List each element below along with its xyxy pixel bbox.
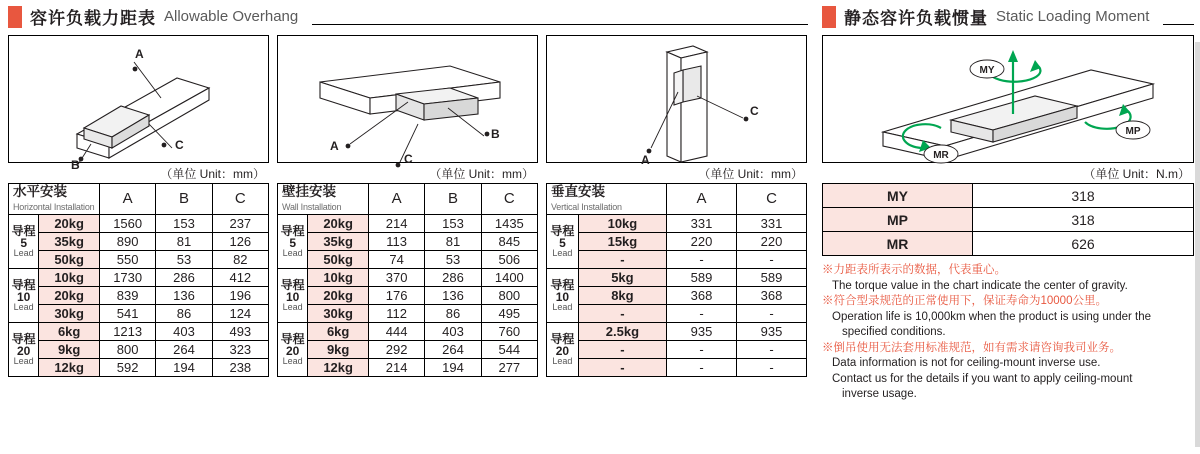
moment-key: MR: [823, 232, 973, 256]
value-cell: 264: [425, 340, 481, 358]
value-cell: 286: [156, 268, 212, 286]
note-2-en-1: Operation life is 10,000km when the product is using under the: [832, 310, 1151, 323]
left-section-header: [8, 4, 808, 29]
accent-bar-icon: [8, 6, 22, 28]
value-cell: 124: [212, 304, 268, 322]
value-cell: 264: [156, 340, 212, 358]
value-cell: 214: [368, 214, 424, 232]
value-cell: 493: [212, 322, 268, 340]
load-cell: 8kg: [578, 286, 666, 304]
value-cell: -: [667, 304, 737, 322]
allowable-overhang-section: [8, 4, 808, 377]
table-row: [9, 340, 269, 358]
wall-diagram-icon: [278, 36, 537, 166]
table-row: [823, 208, 1194, 232]
svg-text:MR: MR: [933, 150, 949, 161]
load-cell: 50kg: [308, 250, 369, 268]
value-cell: 331: [667, 214, 737, 232]
svg-text:A: A: [330, 139, 339, 153]
value-cell: 292: [368, 340, 424, 358]
table-row: [278, 250, 538, 268]
value-cell: 112: [368, 304, 424, 322]
table-row: [823, 232, 1194, 256]
figure-static-moment: [822, 35, 1194, 163]
load-cell: 35kg: [308, 232, 369, 250]
value-cell: -: [737, 304, 807, 322]
value-cell: 589: [737, 268, 807, 286]
unit-label-wall: （单位 Unit：mm）: [429, 167, 534, 181]
note-2-en-2: specified conditions.: [842, 326, 946, 339]
notes-block: [822, 263, 1194, 403]
table-row: [278, 340, 538, 358]
value-cell: 53: [425, 250, 481, 268]
svg-text:A: A: [641, 153, 650, 167]
header-wall-name: 壁挂安装 Wall Installation: [278, 184, 369, 215]
value-cell: 541: [99, 304, 155, 322]
value-cell: 153: [156, 214, 212, 232]
value-cell: 1213: [99, 322, 155, 340]
col-head-a: A: [99, 184, 155, 215]
figure-horizontal: [8, 35, 269, 172]
table-row: [278, 358, 538, 376]
note-1-en-1: The torque value in the chart indicate the center of gravity.: [832, 279, 1128, 292]
value-cell: 214: [368, 358, 424, 376]
table-row: [278, 268, 538, 286]
value-cell: 370: [368, 268, 424, 286]
note-3-en-1: Data information is not for ceiling-mount inverse use.: [832, 357, 1101, 370]
value-cell: 220: [737, 232, 807, 250]
note-2-cn: ※符合型录规范的正常使用下，保证寿命为10000公里。: [822, 295, 1107, 308]
lead-group-20: 导程 20 Lead: [278, 322, 308, 376]
table-row: [9, 358, 269, 376]
table-row: [278, 184, 538, 215]
accent-bar-icon: [822, 6, 836, 28]
value-cell: 550: [99, 250, 155, 268]
load-cell: 6kg: [39, 322, 100, 340]
table-row: [278, 286, 538, 304]
value-cell: 153: [425, 214, 481, 232]
note-3-en-2: Contact us for the details if you want to apply ceiling-mount: [832, 372, 1133, 385]
table-row: [9, 268, 269, 286]
value-cell: 74: [368, 250, 424, 268]
value-cell: 800: [481, 286, 537, 304]
value-cell: -: [737, 250, 807, 268]
header-vertical-name: 垂直安装 Vertical Installation: [547, 184, 667, 215]
col-head-a: A: [667, 184, 737, 215]
value-cell: 86: [156, 304, 212, 322]
col-head-b: B: [156, 184, 212, 215]
table-row: [9, 184, 269, 215]
load-cell: 9kg: [308, 340, 369, 358]
lead-group-10: 导程 10 Lead: [278, 268, 308, 322]
table-row: [547, 232, 807, 250]
value-cell: 592: [99, 358, 155, 376]
column-vertical-installation: [546, 35, 807, 377]
value-cell: 760: [481, 322, 537, 340]
table-row: [547, 340, 807, 358]
value-cell: 403: [425, 322, 481, 340]
column-horizontal-installation: [8, 35, 269, 377]
load-cell: 12kg: [308, 358, 369, 376]
lead-group-5: 导程 5 Lead: [547, 214, 579, 268]
lead-group-10: 导程 10 Lead: [9, 268, 39, 322]
table-row: [9, 322, 269, 340]
static-loading-moment-section: [822, 4, 1194, 403]
unit-label-horizontal: （单位 Unit：mm）: [160, 167, 265, 181]
svg-text:B: B: [71, 158, 80, 172]
moment-value: 318: [973, 208, 1194, 232]
note-3-cn: ※倒吊使用无法套用标准规范，如有需求请咨询我司业务。: [822, 341, 1121, 354]
table-row: [547, 304, 807, 322]
table-row: [547, 286, 807, 304]
table-static-loading-moment: [822, 183, 1194, 256]
value-cell: 403: [156, 322, 212, 340]
value-cell: 845: [481, 232, 537, 250]
table-row: [547, 214, 807, 232]
value-cell: 935: [737, 322, 807, 340]
load-cell: 20kg: [39, 286, 100, 304]
value-cell: 412: [212, 268, 268, 286]
load-cell: 20kg: [39, 214, 100, 232]
figure-wall: [277, 35, 538, 166]
value-cell: 53: [156, 250, 212, 268]
value-cell: 1435: [481, 214, 537, 232]
svg-text:B: B: [491, 127, 500, 141]
moment-value: 318: [973, 184, 1194, 208]
value-cell: 82: [212, 250, 268, 268]
value-cell: 890: [99, 232, 155, 250]
column-wall-installation: [277, 35, 538, 377]
table-row: [9, 214, 269, 232]
value-cell: 126: [212, 232, 268, 250]
load-cell: 10kg: [308, 268, 369, 286]
value-cell: 1560: [99, 214, 155, 232]
value-cell: -: [737, 340, 807, 358]
left-section-title-cn: 容许负载力距表: [30, 9, 156, 28]
value-cell: 194: [425, 358, 481, 376]
value-cell: 331: [737, 214, 807, 232]
table-wall-installation: [277, 183, 538, 377]
moment-diagram-icon: [823, 36, 1193, 162]
value-cell: 194: [156, 358, 212, 376]
table-row: [823, 184, 1194, 208]
lead-group-20: 导程 20 Lead: [547, 322, 579, 376]
moment-key: MY: [823, 184, 973, 208]
value-cell: -: [667, 358, 737, 376]
unit-label-moment: （单位 Unit：N.m）: [1083, 167, 1190, 181]
value-cell: 113: [368, 232, 424, 250]
value-cell: 368: [667, 286, 737, 304]
value-cell: 323: [212, 340, 268, 358]
table-row: [547, 358, 807, 376]
load-cell: 6kg: [308, 322, 369, 340]
value-cell: 1730: [99, 268, 155, 286]
load-cell: -: [578, 304, 666, 322]
lead-group-5: 导程 5 Lead: [9, 214, 39, 268]
table-row: [547, 184, 807, 215]
value-cell: 277: [481, 358, 537, 376]
table-row: [278, 322, 538, 340]
header-divider: [1163, 24, 1194, 25]
right-section-title-en: Static Loading Moment: [996, 8, 1150, 25]
svg-text:C: C: [175, 138, 184, 152]
value-cell: 839: [99, 286, 155, 304]
col-head-b: B: [425, 184, 481, 215]
value-cell: 544: [481, 340, 537, 358]
right-section-header: [822, 4, 1194, 29]
svg-text:MP: MP: [1125, 126, 1141, 137]
value-cell: -: [737, 358, 807, 376]
table-row: [9, 286, 269, 304]
note-1-cn: ※力距表所表示的数据，代表重心。: [822, 264, 1006, 276]
value-cell: 1400: [481, 268, 537, 286]
col-head-c: C: [737, 184, 807, 215]
lead-group-20: 导程 20 Lead: [9, 322, 39, 376]
load-cell: 30kg: [39, 304, 100, 322]
load-cell: -: [578, 358, 666, 376]
table-row: [9, 304, 269, 322]
col-head-c: C: [481, 184, 537, 215]
table-row: [278, 214, 538, 232]
load-cell: 10kg: [578, 214, 666, 232]
value-cell: 495: [481, 304, 537, 322]
load-cell: 10kg: [39, 268, 100, 286]
header-divider: [312, 24, 808, 25]
load-cell: 2.5kg: [578, 322, 666, 340]
value-cell: 81: [425, 232, 481, 250]
load-cell: 50kg: [39, 250, 100, 268]
value-cell: 220: [667, 232, 737, 250]
value-cell: 81: [156, 232, 212, 250]
value-cell: 589: [667, 268, 737, 286]
value-cell: 176: [368, 286, 424, 304]
lead-group-10: 导程 10 Lead: [547, 268, 579, 322]
load-cell: 30kg: [308, 304, 369, 322]
table-row: [547, 250, 807, 268]
svg-text:MY: MY: [979, 65, 995, 76]
svg-text:C: C: [750, 104, 759, 118]
load-cell: -: [578, 250, 666, 268]
col-head-c: C: [212, 184, 268, 215]
note-3-en-3: inverse usage.: [842, 388, 917, 401]
value-cell: 444: [368, 322, 424, 340]
value-cell: 800: [99, 340, 155, 358]
table-row: [547, 322, 807, 340]
value-cell: 136: [156, 286, 212, 304]
value-cell: 86: [425, 304, 481, 322]
load-cell: 12kg: [39, 358, 100, 376]
horizontal-diagram-icon: [9, 36, 268, 172]
overhang-columns: [8, 35, 808, 377]
table-vertical-installation: [546, 183, 807, 377]
unit-label-vertical: （单位 Unit：mm）: [698, 167, 803, 181]
load-cell: 5kg: [578, 268, 666, 286]
value-cell: -: [667, 340, 737, 358]
value-cell: 237: [212, 214, 268, 232]
svg-text:A: A: [135, 47, 144, 61]
value-cell: 238: [212, 358, 268, 376]
table-row: [547, 268, 807, 286]
table-row: [278, 304, 538, 322]
load-cell: 20kg: [308, 214, 369, 232]
left-section-title-en: Allowable Overhang: [164, 8, 299, 25]
value-cell: 136: [425, 286, 481, 304]
table-row: [9, 250, 269, 268]
figure-vertical: [546, 35, 807, 167]
vertical-diagram-icon: [547, 36, 806, 167]
load-cell: 9kg: [39, 340, 100, 358]
lead-group-5: 导程 5 Lead: [278, 214, 308, 268]
load-cell: -: [578, 340, 666, 358]
table-row: [278, 232, 538, 250]
table-row: [9, 232, 269, 250]
value-cell: 286: [425, 268, 481, 286]
value-cell: 935: [667, 322, 737, 340]
table-horizontal-installation: [8, 183, 269, 377]
load-cell: 35kg: [39, 232, 100, 250]
load-cell: 15kg: [578, 232, 666, 250]
right-section-title-cn: 静态容许负载惯量: [844, 9, 988, 28]
col-head-a: A: [368, 184, 424, 215]
value-cell: 506: [481, 250, 537, 268]
page-edge-strip: [1195, 42, 1200, 447]
header-horizontal-name: 水平安装 Horizontal Installation: [9, 184, 100, 215]
value-cell: 196: [212, 286, 268, 304]
value-cell: 368: [737, 286, 807, 304]
value-cell: -: [667, 250, 737, 268]
svg-text:C: C: [404, 152, 413, 166]
moment-value: 626: [973, 232, 1194, 256]
load-cell: 20kg: [308, 286, 369, 304]
moment-key: MP: [823, 208, 973, 232]
